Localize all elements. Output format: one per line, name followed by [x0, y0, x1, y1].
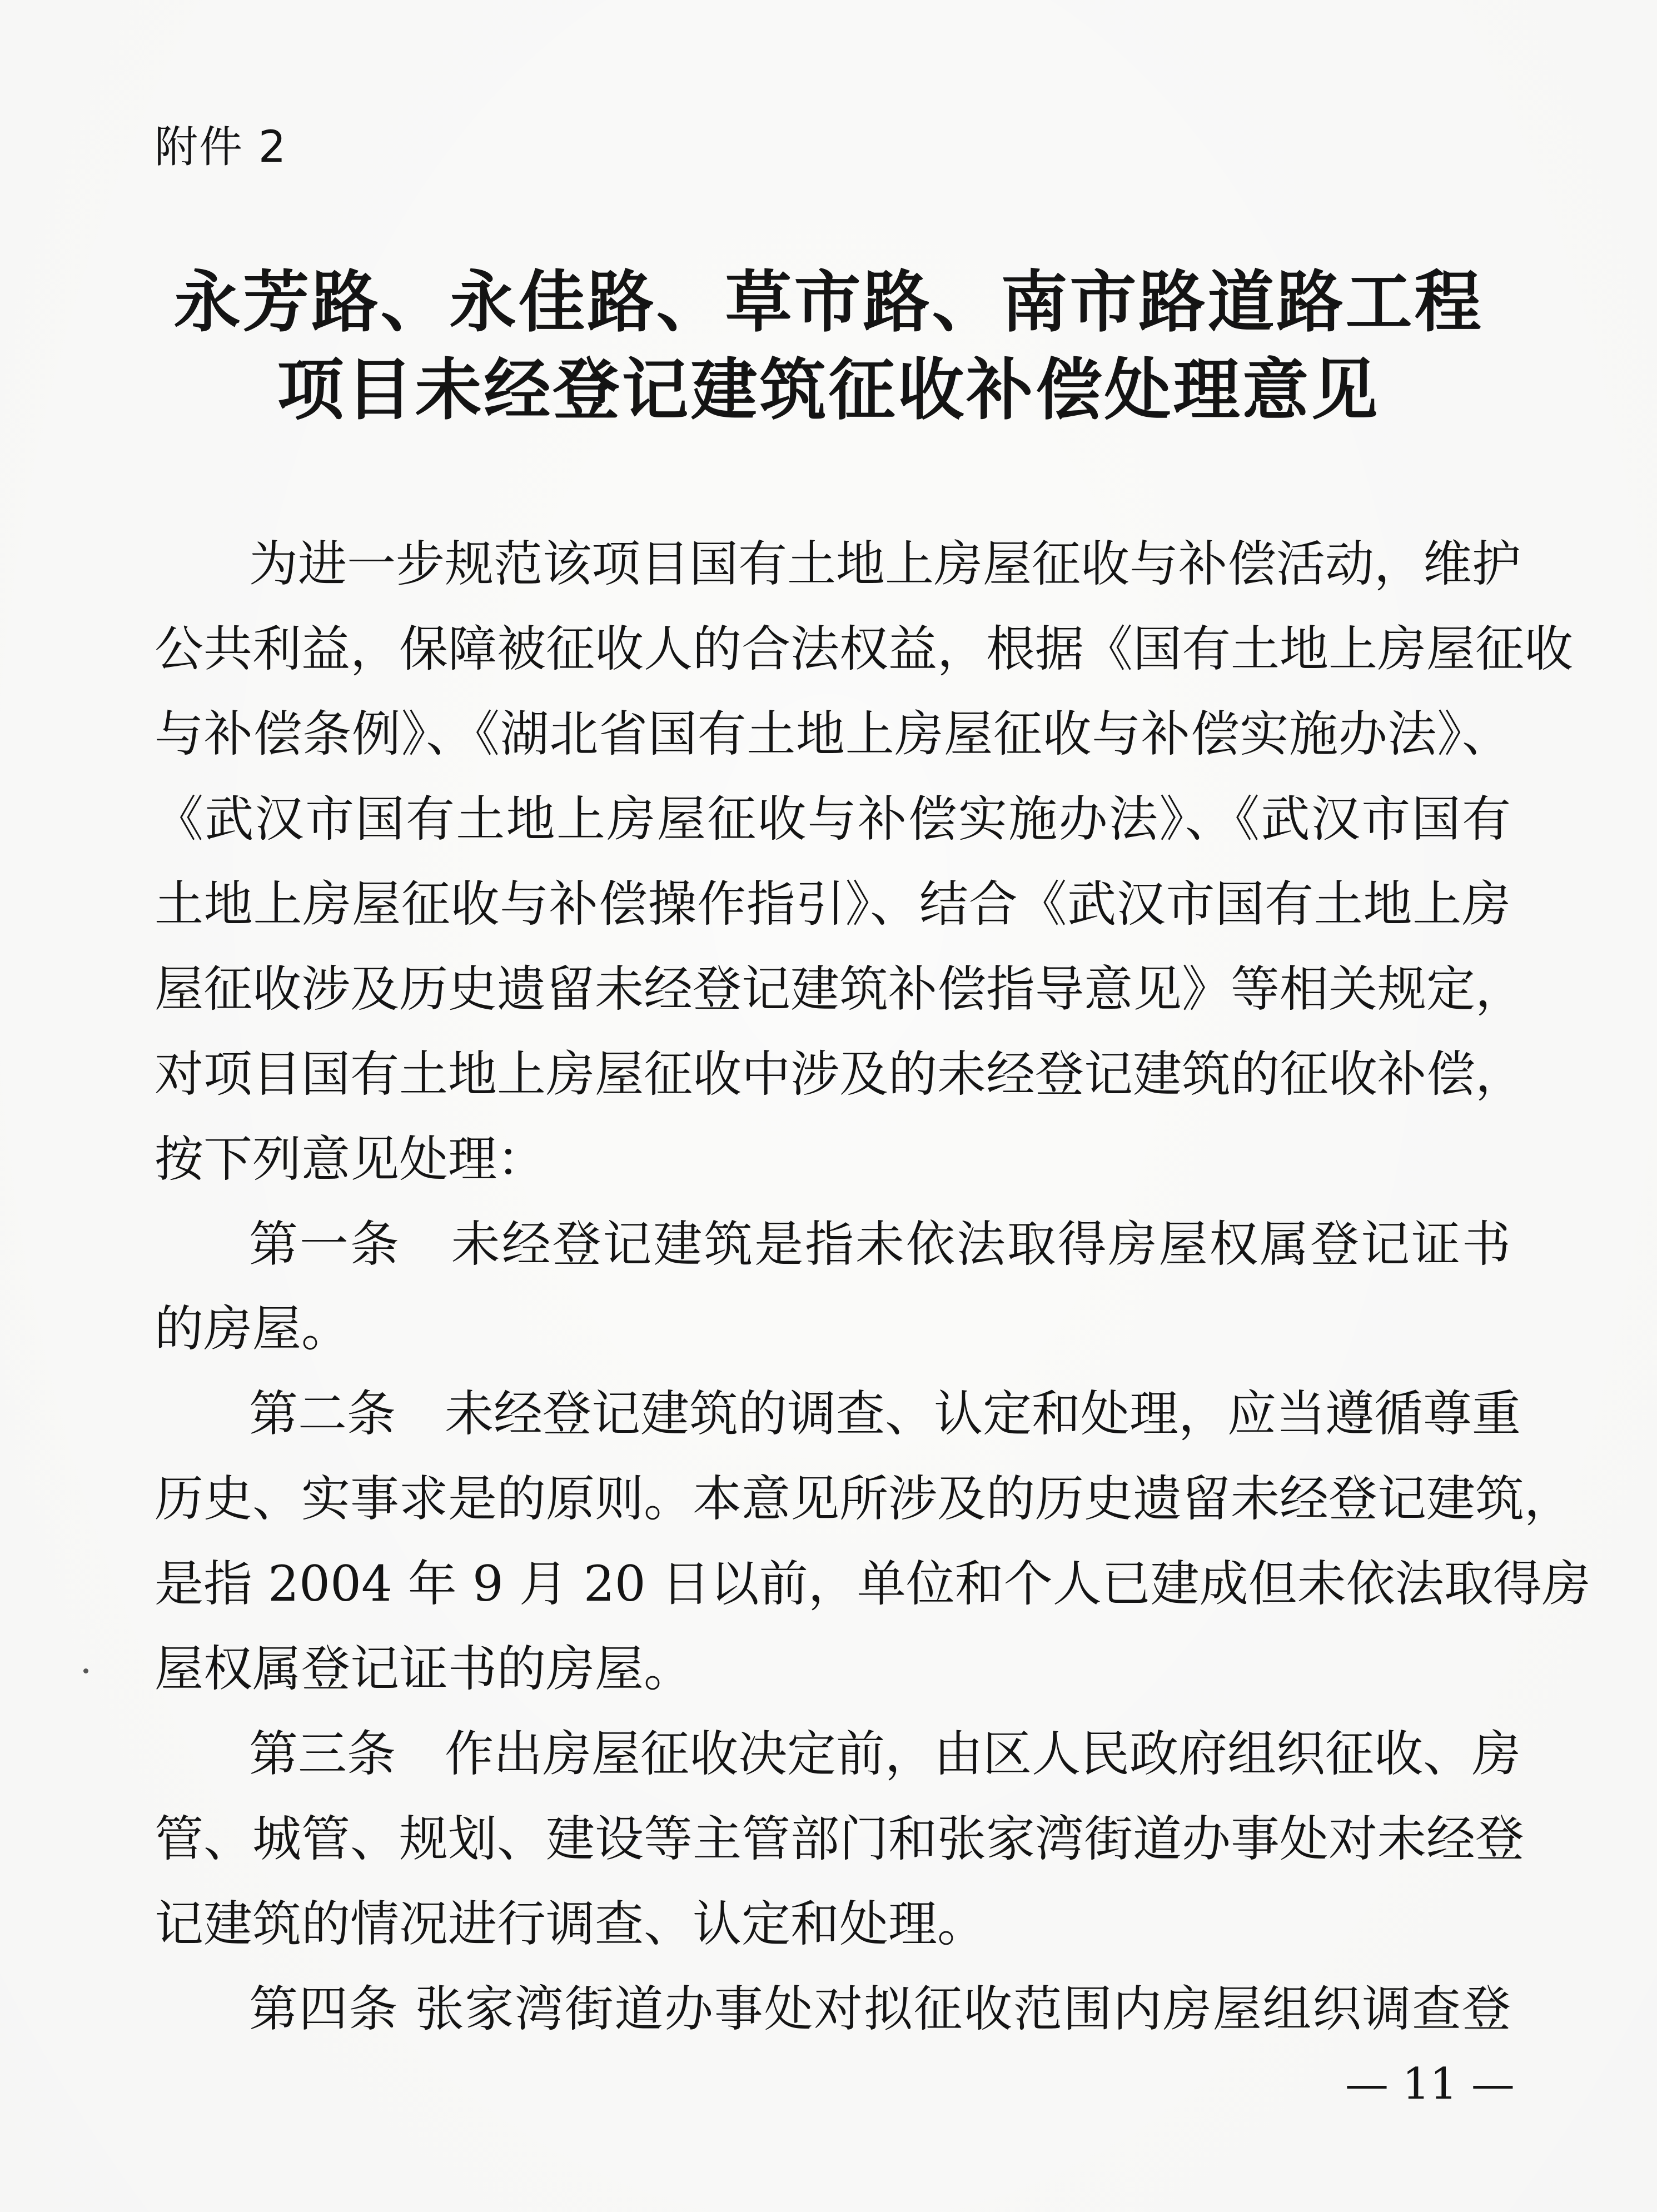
article-3-line: 管、城管、规划、建设等主管部门和张家湾街道办事处对未经登 [155, 1810, 1525, 1867]
body-line: 公共利益，保障被征收人的合法权益，根据《国有土地上房屋征收 [155, 620, 1574, 677]
document-title-line-2: 项目未经登记建筑征收补偿处理意见 [277, 352, 1380, 429]
attachment-label: 附件 2 [155, 122, 287, 172]
body-line: 对项目国有土地上房屋征收中涉及的未经登记建筑的征收补偿， [155, 1045, 1525, 1103]
body-line: 与补偿条例》、《湖北省国有土地上房屋征收与补偿实施办法》、 [155, 705, 1511, 763]
body-line: 屋征收涉及历史遗留未经登记建筑补偿指导意见》等相关规定， [155, 960, 1525, 1018]
article-2-line: 是指 2004 年 9 月 20 日以前，单位和个人已建成但未依法取得房 [155, 1555, 1591, 1612]
document-title-line-1: 永芳路、永佳路、草市路、南市路道路工程 [173, 264, 1484, 341]
stray-dot-mark [83, 1668, 88, 1673]
article-3-line: 第三条 作出房屋征收决定前，由区人民政府组织征收、房 [249, 1725, 1521, 1782]
article-1-line: 的房屋。 [155, 1300, 351, 1357]
article-3-line: 记建筑的情况进行调查、认定和处理。 [155, 1895, 987, 1952]
page-number: — 11 — [1345, 2059, 1515, 2109]
article-1-line: 第一条 未经登记建筑是指未依法取得房屋权属登记证书 [249, 1215, 1511, 1273]
article-2-line: 屋权属登记证书的房屋。 [155, 1640, 693, 1697]
body-line: 《武汉市国有土地上房屋征收与补偿实施办法》、《武汉市国有 [155, 790, 1511, 848]
article-2-line: 历史、实事求是的原则。本意见所涉及的历史遗留未经登记建筑， [155, 1470, 1574, 1527]
body-line: 按下列意见处理： [155, 1130, 546, 1188]
article-4-line: 第四条 张家湾街道办事处对拟征收范围内房屋组织调查登 [249, 1980, 1511, 2037]
body-line: 为进一步规范该项目国有土地上房屋征收与补偿活动，维护 [249, 535, 1521, 592]
body-line: 土地上房屋征收与补偿操作指引》、结合《武汉市国有土地上房 [155, 875, 1511, 933]
article-2-line: 第二条 未经登记建筑的调查、认定和处理，应当遵循尊重 [249, 1385, 1521, 1442]
